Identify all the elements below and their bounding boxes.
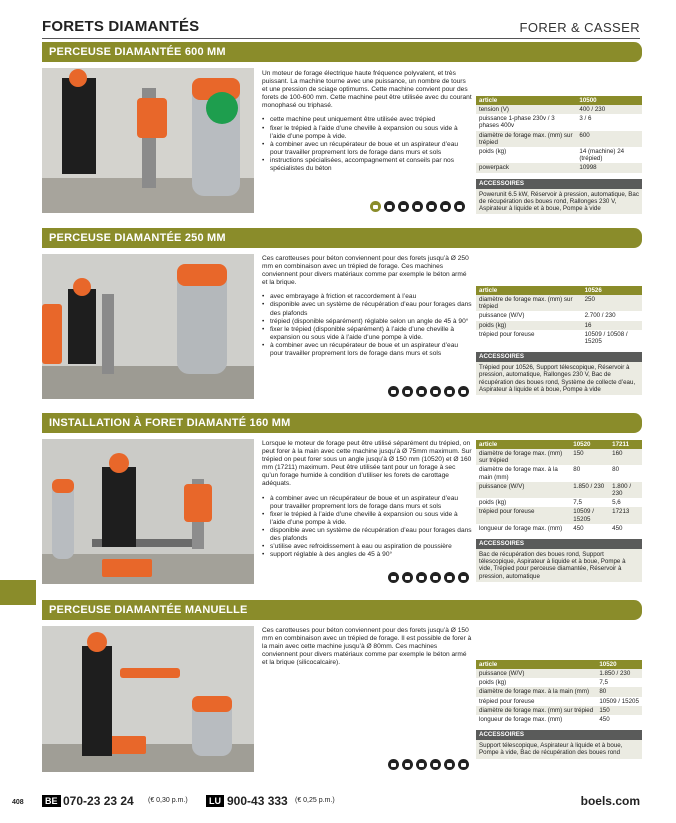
spec-value: 80 (573, 466, 581, 474)
spec-value: 5,6 (612, 499, 621, 507)
spec-header: 10526 (582, 286, 642, 295)
spec-label: tension (V) (476, 105, 576, 114)
page-title: FORETS DIAMANTÉS (42, 18, 200, 35)
spec-value: 250 (582, 295, 642, 311)
drill-160-photo (42, 439, 254, 584)
intro-text: Un moteur de forage électrique haute fréquence polyvalent, et très puissant. La machine tourne avec une puissance, un nombre de tours et une pression de sciage optimums. Cette machine convient pour des forets de 100-600 mm. Cette machine peut être utilisée avec du courant monophasé ou triphasé. (262, 70, 472, 110)
spec-value: 1.800 / 230 (609, 482, 642, 498)
spec-header: 10520 (596, 660, 642, 669)
goggles-icon (444, 386, 455, 397)
spec-header: 10520 (570, 440, 609, 449)
accessories-text: Support télescopique, Aspirateur à liquide et à boue, Pompe à vide, Bac de récupération des boues rond (476, 740, 642, 758)
spec-value: 10509 / 15205 (599, 697, 639, 705)
feature-item: • disponible avec un système de récupération d’eau pour forages dans des plafonds (262, 527, 472, 543)
country-badge-lu: LU (206, 795, 224, 807)
helmet-icon (426, 201, 437, 212)
spec-label: puissance 1-phase 230v / 3 phases 400v (479, 115, 555, 130)
intro-text: Lorsque le moteur de forage peut être utilisé séparément du trépied, on peut forer à la main avec cette machine jusqu’à Ø 75mm maximum. Sur trépied on peut forer sous un angle jusqu’à Ø 150 mm (10520) et Ø 160 mm (17211) maximum. Peut être utilisée tant pour un forage à sec qu’un forage humide à condition d’utiliser les forets de carottage adéquats. (262, 440, 472, 488)
price-be: (€ 0,30 p.m.) (148, 797, 188, 804)
feature-item: • fixer le trépied (disponible séparément) à l’aide d’une cheville à expansion ou sous vide à l’aide d’une pompe à vide. (262, 326, 472, 342)
drill-icon (388, 572, 399, 583)
gloves-icon (402, 572, 413, 583)
feature-item: • support réglable à des angles de 45 à 90° (262, 551, 472, 559)
product-description (262, 255, 472, 358)
phone-be[interactable]: 070-23 23 24 (63, 794, 134, 808)
section-title: PERCEUSE DIAMANTÉE 250 MM (42, 228, 642, 248)
spec-label: diamètre de forage max. à la main (mm) (479, 466, 558, 481)
spec-label: poids (kg) (476, 321, 582, 330)
product-description (262, 627, 472, 673)
accessories-text: Trépied pour 10526, Support télescopique, Réservoir à pression, automatique, Rallonges 230 V, Bac de récupération des boues rond, Système de collecte d’eau, Aspirateur à liquide et à boue, Pompe à vide (476, 362, 642, 395)
spec-value: 600 (576, 131, 642, 147)
spec-value: 450 (573, 524, 584, 532)
spec-label: diamètre de forage max. à la main (mm) (476, 687, 596, 696)
drill-manual-photo (42, 626, 254, 772)
boots-icon (416, 759, 427, 770)
spec-header: article (476, 286, 582, 295)
page-number: 408 (12, 799, 24, 806)
spec-value: 80 (596, 687, 642, 696)
side-tab (0, 580, 36, 605)
feature-list (262, 293, 472, 358)
helmet-icon (430, 759, 441, 770)
spec-value: 400 / 230 (576, 105, 642, 114)
product-photo (42, 439, 254, 584)
feature-item: • à combiner avec un récupérateur de boue et un aspirateur d’eau pour travailler proprement lors de forage dans murs et sols (262, 342, 472, 358)
accessories-header: ACCESSOIRES (476, 179, 642, 189)
spec-label: puissance (W/V) (476, 669, 596, 678)
product-description (262, 440, 472, 559)
drill-250-photo (42, 254, 254, 399)
spec-label: trépied pour foreuse (479, 330, 535, 338)
accessories-text: Bac de récupération des boues rond, Support télescopique, Aspirateur à liquide et à boue, Pompe à vide, Trépied pour perceuse diamantée, Réservoir à pression, automatique (476, 549, 642, 582)
spec-header: article (476, 660, 596, 669)
spec-label: poids (kg) (479, 679, 507, 687)
feature-item: • cette machine peut uniquement être utilisée avec trépied (262, 116, 472, 124)
feature-item: • trépied (disponible séparément) réglable selon un angle de 45 à 90° (262, 318, 472, 326)
boots-icon (416, 572, 427, 583)
feature-item: • fixer le trépied à l’aide d’une cheville à expansion ou sous vide à l’aide d’une pompe à vide. (262, 125, 472, 141)
spec-value: 17213 (609, 507, 642, 523)
spec-value: 450 (599, 716, 610, 724)
goggles-icon (440, 201, 451, 212)
spec-value: 16 (582, 321, 642, 330)
helmet-icon (430, 572, 441, 583)
website-link[interactable]: boels.com (580, 794, 640, 808)
feature-item: • avec embrayage à friction et raccordement à l’eau (262, 293, 472, 301)
price-lu: (€ 0,25 p.m.) (295, 797, 335, 804)
product-description (262, 70, 472, 173)
spec-header: 10500 (576, 96, 642, 105)
spec-value: 10998 (576, 163, 642, 172)
spec-header: 17211 (609, 440, 642, 449)
spec-value: 3 / 6 (579, 115, 592, 123)
intro-text: Ces carotteuses pour béton conviennent pour des forets jusqu’à Ø 150 mm en combinaison avec un trépied de forage. Il est possible de forer à la main avec cette machine jusqu’à Ø 80mm. Ces machines conviennent pour divers matériaux comme par exemple le béton armé et la brique (silicocalcaire). (262, 627, 472, 667)
spec-label: poids (kg) (479, 148, 507, 156)
feature-list (262, 495, 472, 560)
drill-icon (384, 201, 395, 212)
feature-item: • disponible avec un système de récupération d’eau pour forages dans des plafonds (262, 301, 472, 317)
plug-icon (370, 201, 381, 212)
spec-value: 7,5 (573, 499, 582, 507)
feature-item: • à combiner avec un récupérateur de boue et un aspirateur d’eau pour travailler proprement lors de forage dans murs et sols (262, 495, 472, 511)
spec-header: article (476, 440, 570, 449)
section-title: PERCEUSE DIAMANTÉE 600 MM (42, 42, 642, 62)
boots-icon (416, 386, 427, 397)
spec-label: diamètre de forage max. (mm) sur trépied (476, 706, 596, 715)
feature-item: • s’utilise avec refroidissement à eau ou aspiration de poussière (262, 543, 472, 551)
feature-item: • fixer le trépied à l’aide d’une cheville à expansion ou sous vide à l’aide d’une pompe à vide. (262, 511, 472, 527)
spec-label: trépied pour foreuse (476, 507, 570, 523)
safety-icons (370, 201, 465, 212)
accessories-header: ACCESSOIRES (476, 539, 642, 549)
safety-icons (388, 759, 469, 770)
spec-label: diamètre de forage max. (mm) sur trépied (476, 131, 576, 147)
spec-value: 10509 / 10508 / 15205 (584, 330, 628, 346)
spec-value: 1.850 / 230 (570, 482, 609, 498)
safety-icons (388, 386, 469, 397)
boots-icon (412, 201, 423, 212)
safety-icons (388, 572, 469, 583)
drill-600-photo (42, 68, 254, 213)
spec-table (476, 286, 642, 395)
spec-value: 160 (609, 449, 642, 465)
accessories-text: Powerunit 6.5 kW, Réservoir à pression, automatique, Bac de récupération des boues rond, Rallonges 230 V, Aspirateur à liquide et à boue, Pompe à vide (476, 189, 642, 215)
feature-list (262, 116, 472, 173)
spec-value: 150 (570, 449, 609, 465)
product-photo (42, 68, 254, 213)
spec-label: puissance (W/V) (479, 312, 525, 320)
spec-value: 14 (machine) 24 (trépied) (579, 148, 625, 163)
spec-value: 450 (612, 524, 623, 532)
spec-table (476, 440, 642, 582)
spec-label: diamètre de forage max. (mm) sur trépied (476, 449, 570, 465)
phone-lu[interactable]: 900-43 333 (227, 794, 288, 808)
drill-icon (388, 386, 399, 397)
accessories-header: ACCESSOIRES (476, 352, 642, 362)
spec-value: 10509 / 15205 (570, 507, 609, 523)
mask-icon (458, 759, 469, 770)
mask-icon (458, 572, 469, 583)
product-photo (42, 626, 254, 772)
section-title: PERCEUSE DIAMANTÉE MANUELLE (42, 600, 642, 620)
spec-label: trépied pour foreuse (479, 697, 535, 705)
spec-value: 7,5 (599, 679, 608, 687)
spec-label: longueur de forage max. (mm) (479, 524, 563, 532)
country-badge-be: BE (42, 795, 61, 807)
helmet-icon (430, 386, 441, 397)
mask-icon (458, 386, 469, 397)
spec-label: powerpack (476, 163, 576, 172)
spec-label: diamètre de forage max. (mm) sur trépied (476, 295, 582, 311)
spec-value: 1.850 / 230 (596, 669, 642, 678)
intro-text: Ces carotteuses pour béton conviennent pour des forets jusqu’à Ø 250 mm en combinaison avec un trépied de forage. Ces machines conviennent pour divers matériaux comme par exemple le béton armé et la brique. (262, 255, 469, 287)
goggles-icon (444, 759, 455, 770)
header-divider (42, 38, 640, 39)
drill-icon (388, 759, 399, 770)
spec-header: article (476, 96, 576, 105)
goggles-icon (444, 572, 455, 583)
accessories-header: ACCESSOIRES (476, 730, 642, 740)
section-title: INSTALLATION À FORET DIAMANTÉ 160 MM (42, 413, 642, 433)
gloves-icon (402, 386, 413, 397)
category-label: FORER & CASSER (519, 20, 640, 35)
product-photo (42, 254, 254, 399)
spec-value: 2.700 / 230 (584, 312, 616, 320)
spec-label: poids (kg) (479, 499, 507, 507)
feature-item: • instructions spécialisées, accompagnement et conseils par nos spécialistes du béton (262, 157, 472, 173)
gloves-icon (398, 201, 409, 212)
spec-label: puissance (W/V) (476, 482, 570, 498)
footer (12, 794, 640, 810)
mask-icon (454, 201, 465, 212)
spec-value: 150 (596, 706, 642, 715)
spec-label: longueur de forage max. (mm) (479, 716, 563, 724)
feature-item: • à combiner avec un récupérateur de boue et un aspirateur d’eau pour travailler proprement lors de forage dans murs et sols (262, 141, 472, 157)
spec-table (476, 96, 642, 214)
spec-table (476, 660, 642, 759)
gloves-icon (402, 759, 413, 770)
spec-value: 80 (612, 466, 620, 474)
